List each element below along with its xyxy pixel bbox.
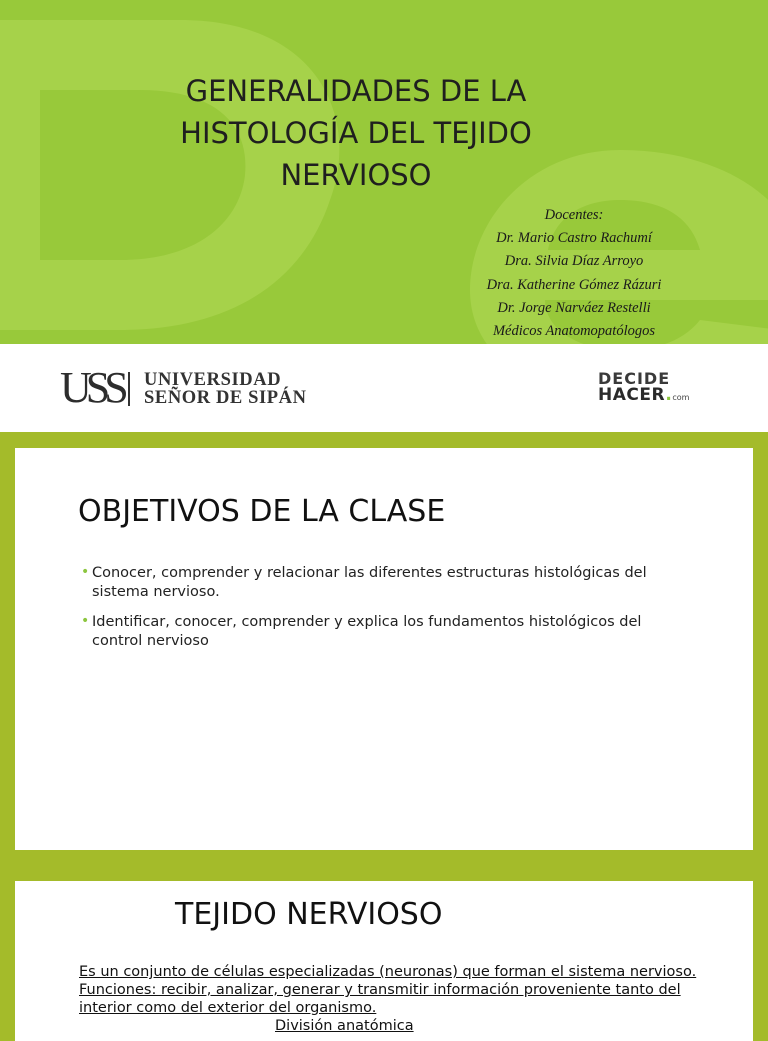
brand-word: HACER	[598, 385, 666, 405]
definition-line: Funciones: recibir, analizar, generar y transmitir información proveniente tanto del	[79, 982, 681, 998]
docentes-heading: Docentes:	[544, 207, 604, 223]
definition-line: interior como del exterior del organismo.	[79, 1000, 377, 1016]
university-name-line2: SEÑOR DE SIPÁN	[144, 388, 307, 408]
list-item	[81, 564, 681, 601]
title-line: NERVIOSO	[280, 158, 432, 192]
university-logo-monogram: USS	[60, 363, 123, 412]
brand-suffix: com	[672, 393, 690, 402]
university-name-line1: UNIVERSIDAD	[144, 370, 282, 390]
docentes-list	[424, 204, 724, 343]
docente-name: Dra. Silvia Díaz Arroyo	[504, 253, 644, 270]
brand-line2	[598, 387, 689, 406]
docente-role: Médicos Anatomopatólogos	[492, 323, 656, 340]
title-slide	[0, 0, 768, 344]
logo-divider	[128, 372, 130, 406]
definition-text	[79, 963, 719, 1035]
presentation-title	[150, 70, 562, 196]
list-item	[81, 613, 681, 650]
docente-name: Dr. Jorge Narváez Restelli	[497, 299, 651, 316]
objective-line: control nervioso	[92, 632, 209, 649]
tejido-heading: TEJIDO NERVIOSO	[175, 897, 443, 932]
title-line: HISTOLOGÍA DEL TEJIDO	[180, 116, 532, 150]
objective-line: sistema nervioso.	[92, 583, 220, 600]
bullet-icon: •	[81, 564, 90, 580]
university-name	[144, 371, 307, 407]
definition-line: Es un conjunto de células especializadas (neuronas) que forman el sistema nervioso.	[79, 964, 697, 980]
objectives-slide	[15, 448, 753, 850]
objective-line: Identificar, conocer, comprender y explica los fundamentos histológicos del	[92, 614, 642, 630]
brand-dot: .	[665, 385, 673, 405]
objective-line: Conocer, comprender y relacionar las diferentes estructuras histológicas del	[92, 565, 647, 581]
objectives-list	[81, 564, 681, 662]
definition-line: División anatómica	[275, 1018, 414, 1034]
brand-line1: DECIDE	[598, 369, 671, 388]
tejido-nervioso-slide	[15, 881, 753, 1041]
docente-name: Dra. Katherine Gómez Rázuri	[486, 276, 662, 293]
bullet-icon: •	[81, 613, 90, 629]
decide-hacer-logo	[598, 370, 689, 406]
docente-name: Dr. Mario Castro Rachumí	[496, 230, 652, 247]
objectives-heading: OBJETIVOS DE LA CLASE	[78, 494, 446, 529]
title-line: GENERALIDADES DE LA	[185, 74, 527, 108]
